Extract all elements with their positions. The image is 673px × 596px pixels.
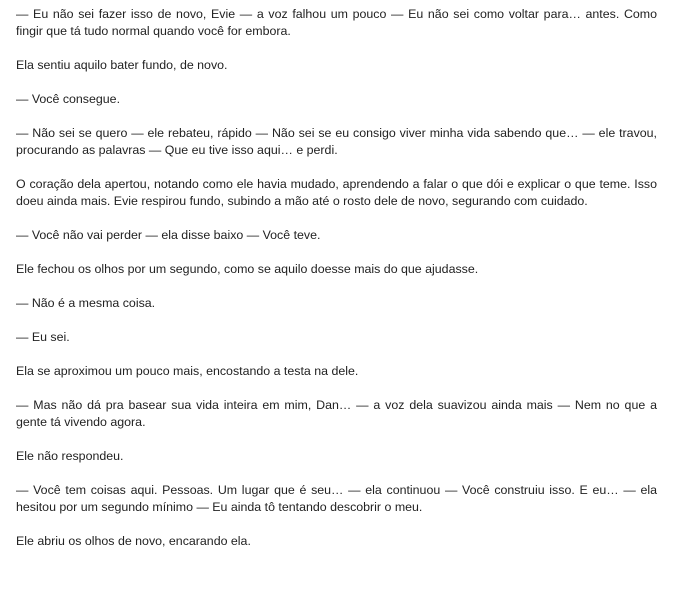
paragraph: O coração dela apertou, notando como ele havia mudado, aprendendo a falar o que dói e explicar o que teme. Isso doeu ainda mais. Evie respirou fundo, subindo a mão até o rosto dele de novo, segurando com cuidado.: [16, 177, 657, 208]
paragraph: Ela se aproximou um pouco mais, encostando a testa na dele.: [16, 364, 359, 378]
paragraph: — Eu não sei fazer isso de novo, Evie — a voz falhou um pouco — Eu não sei como voltar para… antes. Como fingir que tá tudo normal quando você for embora.: [16, 7, 657, 38]
paragraph: Ele abriu os olhos de novo, encarando ela.: [16, 534, 251, 548]
paragraph: Ele fechou os olhos por um segundo, como se aquilo doesse mais do que ajudasse.: [16, 262, 479, 276]
paragraph: Ela sentiu aquilo bater fundo, de novo.: [16, 58, 228, 72]
paragraph: — Você tem coisas aqui. Pessoas. Um lugar que é seu… — ela continuou — Você construiu isso. E eu… — ela hesitou por um segundo mínimo — Eu ainda tô tentando descobrir o meu.: [16, 483, 657, 514]
paragraph: — Eu sei.: [16, 330, 70, 344]
paragraph: — Você não vai perder — ela disse baixo — Você teve.: [16, 228, 321, 242]
paragraph: — Não sei se quero — ele rebateu, rápido — Não sei se eu consigo viver minha vida sabendo que… — ele travou, procurando as palavras — Que eu tive isso aqui… e perdi.: [16, 126, 657, 157]
story-text: [16, 6, 657, 550]
paragraph: — Você consegue.: [16, 92, 121, 106]
paragraph: Ele não respondeu.: [16, 449, 124, 463]
paragraph: — Não é a mesma coisa.: [16, 296, 156, 310]
paragraph: — Mas não dá pra basear sua vida inteira em mim, Dan… — a voz dela suavizou ainda mais — Nem no que a gente tá vivendo agora.: [16, 398, 657, 429]
